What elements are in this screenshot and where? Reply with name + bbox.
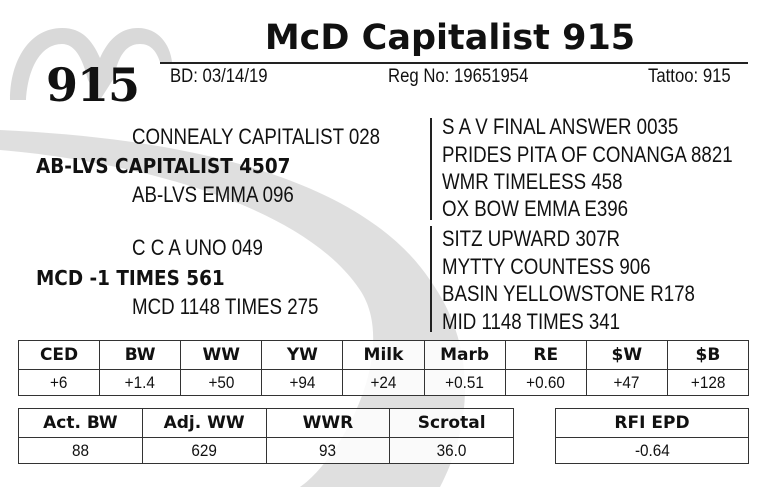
animal-name-title: McD Capitalist 915 <box>264 18 636 58</box>
epd-value <box>586 370 667 396</box>
epd-header: $W <box>586 341 667 370</box>
actual-header-row <box>19 409 514 438</box>
epd-value <box>19 370 100 396</box>
pedigree-right-line: MYTTY COUNTESS 906 <box>442 254 651 279</box>
pedigree-dam-dam: MCD 1148 TIMES 275 <box>132 294 319 319</box>
rfi-header-row <box>556 409 749 438</box>
epd-value <box>424 370 505 396</box>
pedigree-right-line: SITZ UPWARD 307R <box>442 226 621 251</box>
actual-value-text: 88 <box>71 440 89 460</box>
actual-value-text: 629 <box>191 440 217 460</box>
epd-value-text: +24 <box>370 372 397 392</box>
lot-number: 915 <box>46 58 140 112</box>
epd-header: CED <box>19 341 100 370</box>
epd-value <box>667 370 748 396</box>
pedigree-right-line: OX BOW EMMA E396 <box>442 196 629 221</box>
header-rule <box>160 62 748 64</box>
rfi-value-text: -0.64 <box>634 440 670 460</box>
epd-value-text: +47 <box>613 372 640 392</box>
actual-header: Act. BW <box>19 409 143 438</box>
epd-header: BW <box>100 341 181 370</box>
actual-value <box>390 438 514 464</box>
pedigree-right-line: PRIDES PITA OF CONANGA 8821 <box>442 142 733 167</box>
epd-table <box>18 340 749 396</box>
epd-header: YW <box>262 341 343 370</box>
pedigree-right-line: BASIN YELLOWSTONE R178 <box>442 281 695 306</box>
birth-date: BD: 03/14/19 <box>170 66 268 87</box>
rfi-value <box>556 438 749 464</box>
rfi-table <box>555 408 749 464</box>
registration-number: Reg No: 19651954 <box>388 66 529 87</box>
epd-value <box>505 370 586 396</box>
pedigree-dam-sire: C C A UNO 049 <box>132 235 263 260</box>
pedigree-right-line: S A V FINAL ANSWER 0035 <box>442 114 679 139</box>
actual-header: WWR <box>266 409 390 438</box>
epd-value-text: +6 <box>50 372 68 392</box>
epd-value-text: +94 <box>289 372 316 392</box>
epd-value <box>181 370 262 396</box>
epd-value <box>343 370 424 396</box>
actual-header: Scrotal <box>390 409 514 438</box>
epd-header: RE <box>505 341 586 370</box>
pedigree-right-line: WMR TIMELESS 458 <box>442 169 623 194</box>
epd-header: Marb <box>424 341 505 370</box>
rfi-value-row <box>556 438 749 464</box>
epd-value-text: +0.60 <box>526 372 566 392</box>
actual-header: Adj. WW <box>142 409 266 438</box>
epd-header: $B <box>667 341 748 370</box>
tattoo: Tattoo: 915 <box>648 66 731 87</box>
epd-header-row <box>19 341 749 370</box>
epd-value-text: +128 <box>690 372 726 392</box>
actual-value <box>19 438 143 464</box>
epd-header: Milk <box>343 341 424 370</box>
pedigree-sire: AB-LVS CAPITALIST 4507 <box>36 154 291 178</box>
pedigree-right-line: MID 1148 TIMES 341 <box>442 309 621 334</box>
epd-value-row <box>19 370 749 396</box>
rfi-header: RFI EPD <box>556 409 749 438</box>
actual-data-table <box>18 408 514 464</box>
actual-value-text: 93 <box>319 440 337 460</box>
epd-value <box>262 370 343 396</box>
pedigree-sire-sire: CONNEALY CAPITALIST 028 <box>132 124 381 149</box>
actual-value-row <box>19 438 514 464</box>
actual-value <box>142 438 266 464</box>
pedigree-dam: MCD -1 TIMES 561 <box>36 266 225 290</box>
epd-value <box>100 370 181 396</box>
actual-value <box>266 438 390 464</box>
pedigree-sire-dam: AB-LVS EMMA 096 <box>132 182 294 207</box>
pedigree-bracket-lower <box>430 226 432 332</box>
pedigree-bracket-upper <box>430 118 432 220</box>
epd-header: WW <box>181 341 262 370</box>
epd-value-text: +0.51 <box>445 372 484 392</box>
epd-value-text: +1.4 <box>125 372 156 392</box>
actual-value-text: 36.0 <box>436 440 467 460</box>
epd-value-text: +50 <box>208 372 235 392</box>
